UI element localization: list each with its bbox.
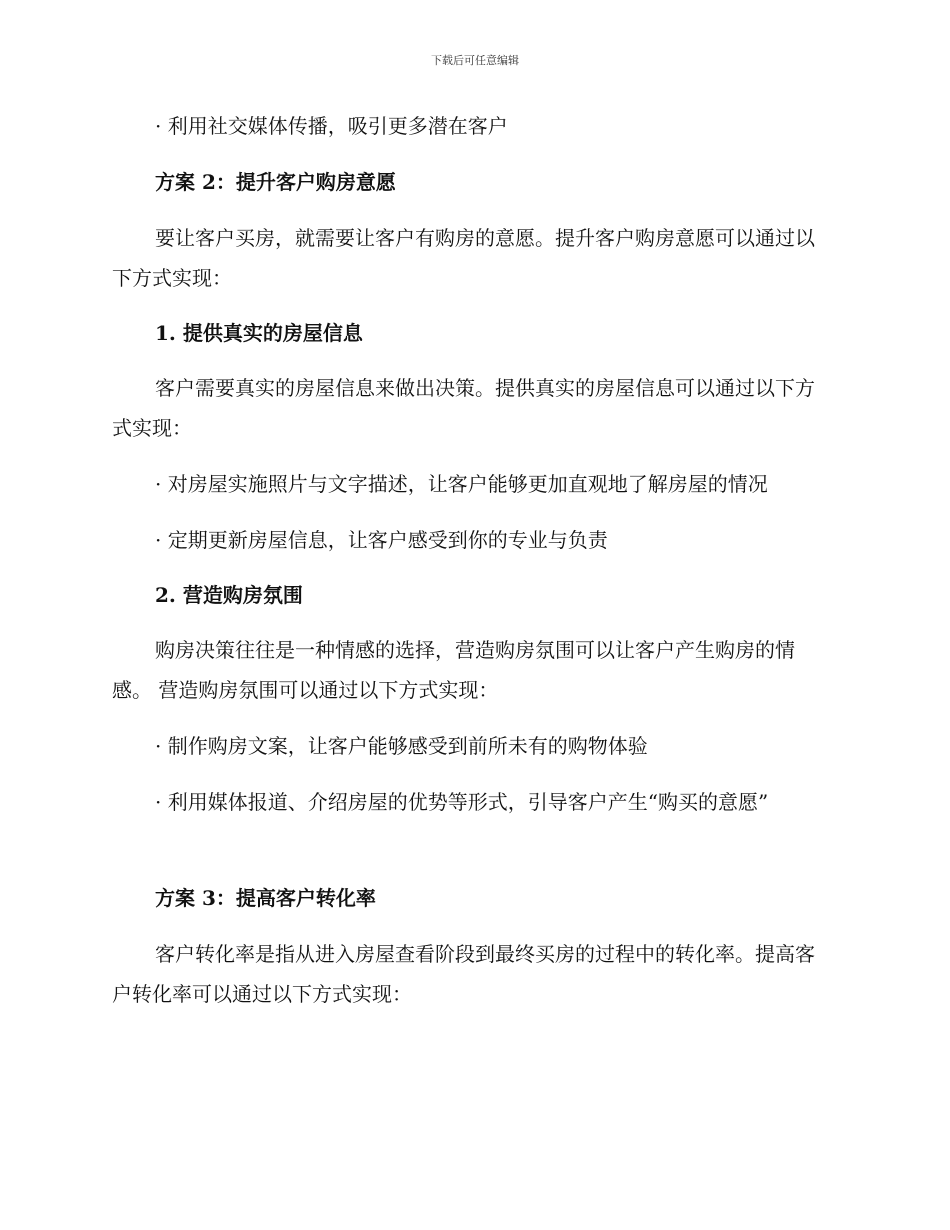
paragraph-real-info: 客户需要真实的房屋信息来做出决策。提供真实的房屋信息可以通过以下方式实现： — [112, 376, 815, 440]
paragraph-atmosphere: 购房决策往往是一种情感的选择，营造购房氛围可以让客户产生购房的情感。 营造购房氛围可以通过以下方式实现： — [112, 638, 795, 702]
bullet-social-media: · 利用社交媒体传播，吸引更多潜在客户 — [155, 114, 508, 138]
bullet-regular-updates: · 定期更新房屋信息，让客户感受到你的专业与负责 — [155, 528, 608, 552]
paragraph-conversion-rate: 客户转化率是指从进入房屋查看阶段到最终买房的过程中的转化率。提高客户转化率可以通过以下方式实现： — [112, 942, 815, 1006]
bullet-copywriting: · 制作购房文案，让客户能够感受到前所未有的购物体验 — [155, 734, 648, 758]
paragraph-purchase-intent: 要让客户买房，就需要让客户有购房的意愿。提升客户购房意愿可以通过以下方式实现： — [112, 226, 815, 290]
page-header-note: 下载后可任意编辑 — [431, 54, 519, 67]
subheading-real-info: 1. 提供真实的房屋信息 — [155, 321, 363, 345]
bullet-photos-description: · 对房屋实施照片与文字描述，让客户能够更加直观地了解房屋的情况 — [155, 472, 768, 496]
section-heading-plan-3: 方案 3：提高客户转化率 — [155, 886, 376, 910]
subheading-atmosphere: 2. 营造购房氛围 — [155, 583, 303, 607]
bullet-media-reports: · 利用媒体报道、介绍房屋的优势等形式，引导客户产生“购买的意愿” — [155, 790, 769, 814]
section-heading-plan-2: 方案 2：提升客户购房意愿 — [155, 170, 396, 194]
